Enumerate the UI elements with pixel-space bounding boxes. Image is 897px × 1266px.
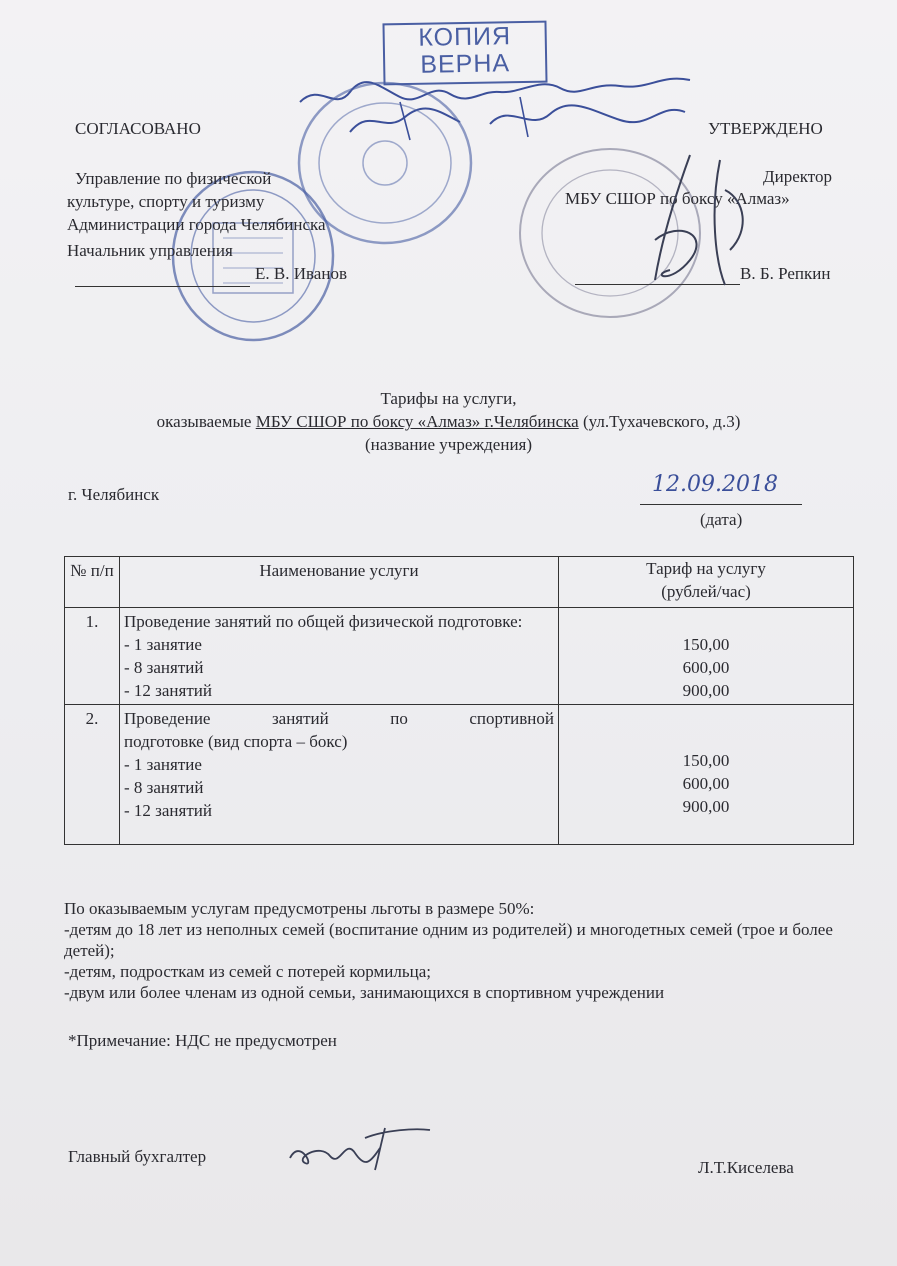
row1-item1: - 1 занятие (124, 635, 202, 654)
table-row (65, 608, 854, 705)
row2-price1: 150,00 (682, 751, 730, 770)
benefit-item-3: -двум или более членам из одной семьи, занимающихся в спортивном учреждении (64, 983, 665, 1002)
approved-name: В. Б. Репкин (740, 264, 831, 283)
agreed-block (75, 118, 201, 140)
approved-heading: УТВЕРЖДЕНО (708, 119, 823, 138)
title-org: МБУ СШОР по боксу «Алмаз» г.Челябинска (255, 412, 579, 431)
row1-num: 1. (65, 608, 120, 705)
doc-title-line3: (название учреждения) (364, 435, 533, 454)
agreed-heading: СОГЛАСОВАНО (75, 119, 201, 138)
row2-item2: - 8 занятий (124, 778, 204, 797)
row2-item3: - 12 занятий (124, 801, 212, 820)
benefits-intro: По оказываемым услугам предусмотрены льготы в размере 50%: (64, 899, 535, 918)
row1-item3: - 12 занятий (124, 681, 212, 700)
approved-line2: МБУ СШОР по боксу «Алмаз» (565, 189, 790, 208)
doc-title-line2 (0, 411, 897, 433)
benefits-section (64, 898, 854, 1003)
title-suffix: (ул.Тухачевского, д.3) (578, 412, 741, 431)
agreed-line4: Начальник управления (67, 241, 233, 260)
tariff-table (64, 556, 854, 845)
table-row (65, 705, 854, 845)
benefit-item-1: -детям до 18 лет из неполных семей (воспитание одним из родителей) и многодетных семей (трое и более детей); (64, 920, 833, 960)
approved-line1: Директор (763, 167, 832, 186)
row2-prices (559, 705, 854, 845)
row1-prices (559, 608, 854, 705)
row1-price3: 900,00 (682, 681, 730, 700)
row1-title: Проведение занятий по общей физической подготовке: (124, 612, 523, 631)
copy-stamp-line2: ВЕРНА (420, 49, 511, 79)
row2-item1: - 1 занятие (124, 755, 202, 774)
vat-note: *Примечание: НДС не предусмотрен (68, 1031, 337, 1050)
row1-price1: 150,00 (682, 635, 730, 654)
date-handwritten: 12.09.2018 (652, 472, 778, 497)
agreed-name: Е. В. Иванов (255, 264, 347, 283)
row2-price3: 900,00 (682, 797, 730, 816)
benefit-item-2: -детям, подросткам из семей с потерей кормильца; (64, 962, 431, 981)
row2-num: 2. (65, 705, 120, 845)
doc-title-line1: Тарифы на услуги, (380, 389, 517, 408)
copy-stamp-line1: КОПИЯ (418, 22, 512, 52)
accountant-role: Главный бухгалтер (68, 1147, 207, 1166)
agreed-line1: Управление по физической (75, 169, 272, 188)
row1-item2: - 8 занятий (124, 658, 204, 677)
title-prefix: оказываемые (156, 412, 256, 431)
header-price: Тариф на услугу (рублей/час) (559, 557, 854, 608)
row2-price2: 600,00 (682, 774, 730, 793)
row1-name (120, 608, 559, 705)
date-caption: (дата) (700, 510, 743, 529)
table-header-row (65, 557, 854, 608)
row2-name (120, 705, 559, 845)
accountant-signature (285, 1118, 435, 1178)
accountant-name: Л.Т.Киселева (698, 1158, 794, 1177)
row1-price2: 600,00 (682, 658, 730, 677)
header-num: № п/п (65, 557, 120, 608)
row2-title-line2: подготовке (вид спорта – бокс) (124, 732, 348, 751)
agreed-signature-line (75, 286, 250, 287)
header-name: Наименование услуги (120, 557, 559, 608)
director-signature (630, 150, 770, 290)
agreed-line2: культуре, спорту и туризму (67, 192, 265, 211)
agreed-line3: Администрации города Челябинска (67, 215, 326, 234)
row2-title-line1: Проведение занятий по спортивной (124, 709, 554, 728)
date-line (640, 504, 802, 505)
city: г. Челябинск (68, 485, 160, 504)
